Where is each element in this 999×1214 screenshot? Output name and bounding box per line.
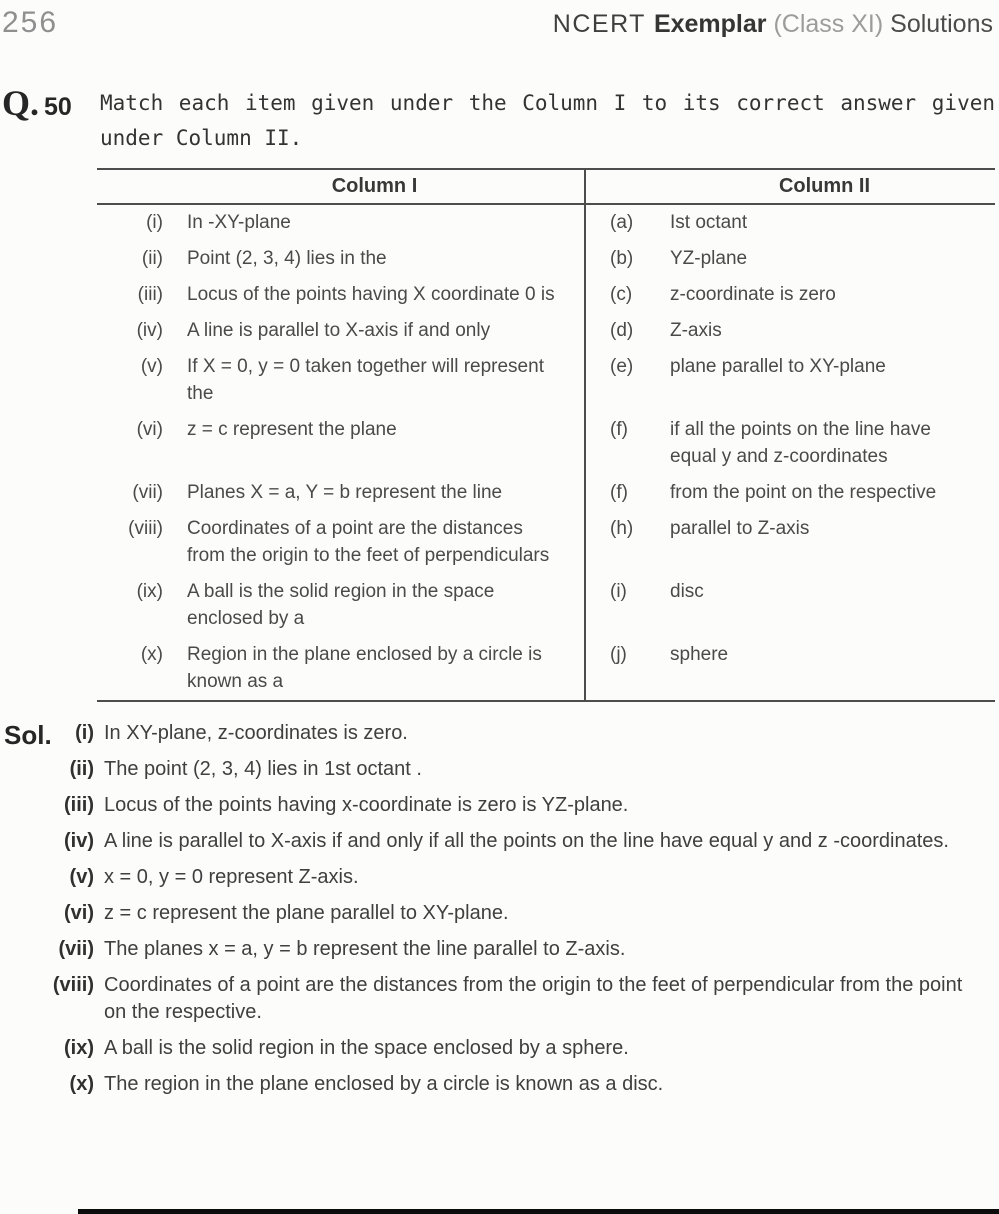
item-text: Point (2, 3, 4) lies in the (187, 248, 387, 269)
table-row (97, 511, 995, 574)
solution-item (2, 864, 995, 891)
item-text: If X = 0, y = 0 taken together will represent the (187, 356, 544, 404)
question-q-glyph: Q. (2, 83, 40, 123)
item-text: Planes X = a, Y = b represent the line (187, 482, 503, 503)
answer-text: Z-axis (670, 320, 722, 341)
solution-item-text: A ball is the solid region in the space enclosed by a sphere. (104, 1037, 629, 1059)
item-number: (ii) (141, 248, 163, 269)
column1-cell (97, 277, 584, 313)
answer-letter: (b) (610, 248, 634, 269)
column1-cell (97, 349, 584, 412)
page-number: 256 (2, 6, 59, 39)
solution-item (2, 720, 995, 747)
solution-item-text: The planes x = a, y = b represent the line parallel to Z-axis. (104, 938, 626, 960)
match-table (97, 168, 995, 702)
solution-item-number: (vii) (58, 938, 94, 960)
item-number: (ix) (136, 581, 163, 602)
column2-cell (584, 205, 995, 241)
solution-item (2, 972, 995, 1026)
table-header-row (97, 170, 995, 205)
answer-letter: (i) (610, 581, 627, 602)
scan-artifact-bar (78, 1209, 999, 1214)
solution-item-number: (vi) (64, 902, 94, 924)
solution-item-number: (iii) (64, 794, 94, 816)
solution-item-text: The region in the plane enclosed by a circle is known as a disc. (104, 1073, 664, 1095)
answer-letter: (c) (610, 284, 633, 305)
header-class: (Class XI) (766, 10, 891, 38)
column2-cell (584, 277, 995, 313)
answer-letter: (a) (610, 212, 634, 233)
table-row (97, 205, 995, 241)
table-row (97, 412, 995, 475)
table-row (97, 277, 995, 313)
table-row (97, 475, 995, 511)
item-number: (iii) (137, 284, 163, 305)
question-block (2, 83, 995, 156)
answer-text: if all the points on the line have equal y and z-coordinates (670, 419, 931, 467)
solution-item-text: Coordinates of a point are the distances from the origin to the feet of perpendicular from the point on the respective. (104, 974, 963, 1023)
solution-item-text: Locus of the points having x-coordinate is zero is YZ-plane. (104, 794, 629, 816)
item-text: A ball is the solid region in the space enclosed by a (187, 581, 495, 629)
column2-header: Column II (584, 170, 995, 203)
table-row (97, 349, 995, 412)
answer-letter: (e) (610, 356, 634, 377)
solution-item-text: A line is parallel to X-axis if and only if all the points on the line have equal y and z -coordinates. (104, 830, 949, 852)
item-text: Region in the plane enclosed by a circle is known as a (187, 644, 542, 692)
solution-item-number: (x) (69, 1073, 94, 1095)
question-number: 50 (44, 93, 72, 121)
column2-cell (584, 511, 995, 574)
solution-item-number: (i) (75, 722, 94, 744)
item-number: (i) (146, 212, 163, 233)
solution-item (2, 900, 995, 927)
solution-item-number: (iv) (64, 830, 94, 852)
answer-text: from the point on the respective (670, 482, 937, 503)
item-text: A line is parallel to X-axis if and only (187, 320, 491, 341)
question-label (2, 83, 100, 156)
answer-text: parallel to Z-axis (670, 518, 810, 539)
answer-letter: (d) (610, 320, 634, 341)
table-row (97, 637, 995, 700)
column1-cell (97, 205, 584, 241)
answer-text: Ist octant (670, 212, 748, 233)
solution-item (2, 1071, 995, 1098)
item-number: (vii) (132, 482, 163, 503)
solution-label: Sol. (4, 720, 52, 750)
item-text: z = c represent the plane (187, 419, 397, 440)
solution-item-text: x = 0, y = 0 represent Z-axis. (104, 866, 359, 888)
page-header (2, 4, 995, 40)
header-title (553, 10, 993, 39)
solution-block (2, 720, 995, 1098)
answer-text: disc (670, 581, 704, 602)
solution-item (2, 756, 995, 783)
solution-item (2, 828, 995, 855)
column2-cell (584, 241, 995, 277)
column1-cell (97, 574, 584, 637)
solution-item (2, 1035, 995, 1062)
table-row (97, 313, 995, 349)
answer-letter: (f) (610, 419, 628, 440)
solution-item (2, 936, 995, 963)
header-solutions: Solutions (890, 10, 993, 38)
table-row (97, 241, 995, 277)
column1-cell (97, 637, 584, 700)
solution-item-number: (ix) (64, 1037, 94, 1059)
column2-cell (584, 475, 995, 511)
solution-item-number: (viii) (52, 974, 94, 996)
solution-item (2, 792, 995, 819)
column1-cell (97, 475, 584, 511)
question-text: Match each item given under the Column I to its correct answer given under Column II. (100, 91, 995, 150)
solution-item-number: (ii) (69, 758, 94, 780)
item-number: (viii) (128, 518, 163, 539)
column2-cell (584, 574, 995, 637)
solution-item-text: z = c represent the plane parallel to XY-plane. (104, 902, 509, 924)
column1-cell (97, 313, 584, 349)
answer-letter: (f) (610, 482, 628, 503)
answer-text: YZ-plane (670, 248, 748, 269)
item-text: Locus of the points having X coordinate 0 is (187, 284, 555, 305)
item-text: Coordinates of a point are the distances from the origin to the feet of perpendiculars (187, 518, 550, 566)
column2-cell (584, 637, 995, 700)
column2-cell (584, 349, 995, 412)
column1-cell (97, 412, 584, 475)
answer-letter: (j) (610, 644, 627, 665)
header-exemplar: Exemplar (653, 10, 767, 38)
solution-item-number: (v) (69, 866, 94, 888)
column1-cell (97, 241, 584, 277)
answer-text: plane parallel to XY-plane (670, 356, 886, 377)
solution-item-text: The point (2, 3, 4) lies in 1st octant . (104, 758, 422, 780)
column2-cell (584, 412, 995, 475)
item-number: (vi) (136, 419, 163, 440)
header-ncert: NCERT (552, 10, 654, 38)
column1-header: Column I (331, 175, 418, 197)
column1-cell (97, 511, 584, 574)
item-number: (v) (140, 356, 163, 377)
answer-letter: (h) (610, 518, 634, 539)
answer-text: sphere (670, 644, 729, 665)
item-number: (iv) (136, 320, 163, 341)
solution-item-text: In XY-plane, z-coordinates is zero. (104, 722, 408, 744)
item-number: (x) (140, 644, 163, 665)
answer-text: z-coordinate is zero (670, 284, 836, 305)
item-text: In -XY-plane (187, 212, 291, 233)
table-row (97, 574, 995, 637)
column2-cell (584, 313, 995, 349)
